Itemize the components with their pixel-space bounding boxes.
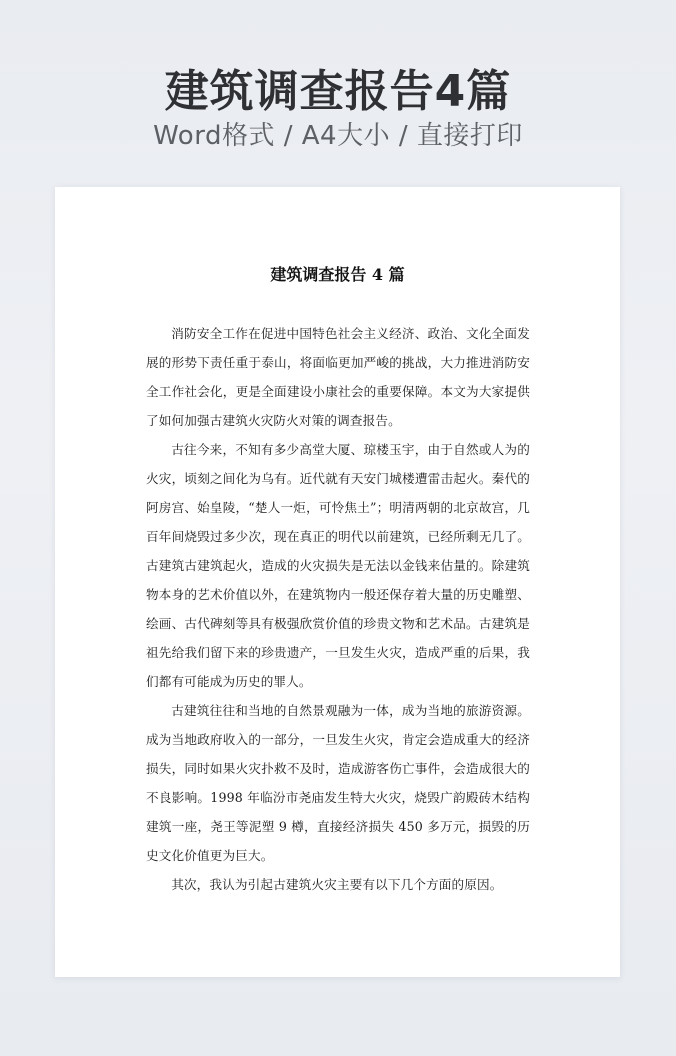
document-title: 建筑调查报告 4 篇 [270,265,405,284]
banner [0,0,676,186]
banner-title: 建筑调查报告4篇 [164,66,512,117]
paragraph-tourism: 古建筑往往和当地的自然景观融为一体，成为当地的旅游资源。成为当地政府收入的一部分，一旦发生火灾，肯定会造成重大的经济损失，同时如果火灾扑救不及时，造成游客伤亡事件，会造成很大的不良影响。1998 年临汾市尧庙发生特大火灾，烧毁广韵殿砖木结构建筑一座，尧王等泥塑 9 樽，直接经济损失 450 多万元，损毁的历史文化价值更为巨大。 [146,703,530,863]
banner-subtitle: Word格式 / A4大小 / 直接打印 [153,121,523,151]
paragraph-intro: 消防安全工作在促进中国特色社会主义经济、政治、文化全面发展的形势下责任重于泰山，将面临更加严峻的挑战，大力推进消防安全工作社会化，更是全面建设小康社会的重要保障。本文为大家提供了如何加强古建筑火灾防火对策的调查报告。 [146,326,530,428]
paragraph-history: 古往今来，不知有多少高堂大厦、琼楼玉宇，由于自然或人为的火灾，顷刻之间化为乌有。近代就有天安门城楼遭雷击起火。秦代的阿房宫、始皇陵，“楚人一炬，可怜焦土”；明清两朝的北京故宫，几百年间烧毁过多少次，现在真正的明代以前建筑，已经所剩无几了。古建筑古建筑起火，造成的火灾损失是无法以金钱来估量的。除建筑物本身的艺术价值以外，在建筑物内一般还保存着大量的历史雕塑、绘画、古代碑刻等具有极强欣赏价值的珍贵文物和艺术品。古建筑是祖先给我们留下来的珍贵遗产，一旦发生火灾，造成严重的后果，我们都有可能成为历史的罪人。 [146,442,530,689]
document-body [146,319,530,899]
document-page [55,187,620,977]
paragraph-causes: 其次，我认为引起古建筑火灾主要有以下几个方面的原因。 [171,877,503,892]
